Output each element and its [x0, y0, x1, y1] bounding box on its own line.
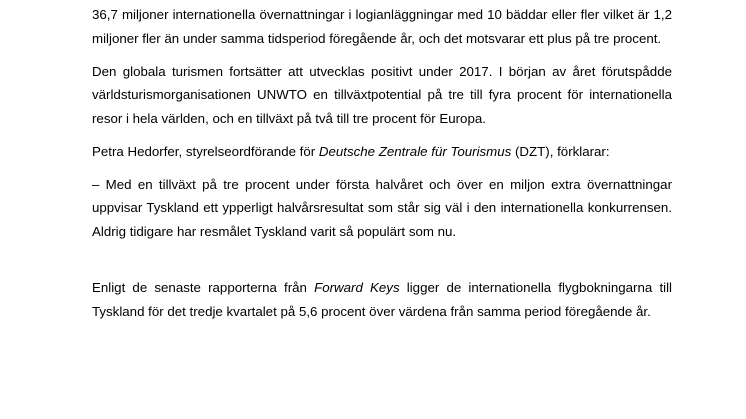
organization-name: Forward Keys — [314, 280, 400, 295]
text-line: 36,7 miljoner internationella övernattningar i logianläggningar med 10 bäddar eller fler — [92, 7, 600, 22]
text-line: för internationella resor i hela världen, och en tillväxt på två till tre procent för Europa. — [92, 87, 672, 126]
text-line: internationella konkurrensen. Aldrig tidigare har resmålet Tyskland varit så populärt som — [92, 200, 673, 239]
organization-name: Deutsche Zentrale für Tourismus — [318, 143, 512, 159]
paragraph-quote — [92, 173, 672, 244]
text-line: plus på tre procent. — [547, 30, 662, 46]
text-run: ligger de internationella flygbokningarna — [399, 280, 653, 295]
paragraph-quote-intro — [92, 140, 672, 164]
text-run: Petra Hedorfer, styrelseordförande för — [92, 143, 319, 159]
text-line: övernattningar uppvisar Tyskland ett ypperligt halvårsresultat som står sig väl i den — [92, 176, 672, 215]
paragraph-global-tourism — [92, 60, 672, 131]
text-run: Enligt de senaste rapporterna från — [92, 280, 315, 295]
text-line: Den globala turismen fortsätter att utvecklas positivt under 2017. I början av året — [92, 63, 596, 79]
text-line: vilket är 1,2 miljoner fler än under samma tidsperiod föregående år, och det motsvarar ett — [92, 7, 672, 46]
document-body — [92, 3, 672, 323]
text-run: (DZT), förklarar: — [511, 143, 610, 159]
text-line: förutspådde världsturismorganisationen UNWTO en tillväxtpotential på tre till fyra procent — [92, 63, 672, 102]
paragraph-flight-bookings — [92, 276, 672, 323]
paragraph-overnight-stays — [92, 3, 672, 50]
text-line: till Tyskland för det tredje kvartalet på 5,6 procent över värdena från samma period — [92, 280, 672, 319]
text-line: föregående år. — [565, 303, 651, 319]
text-line: nu. — [437, 223, 457, 239]
text-line: – Med en tillväxt på tre procent under första halvåret och över en miljon extra — [92, 176, 581, 192]
